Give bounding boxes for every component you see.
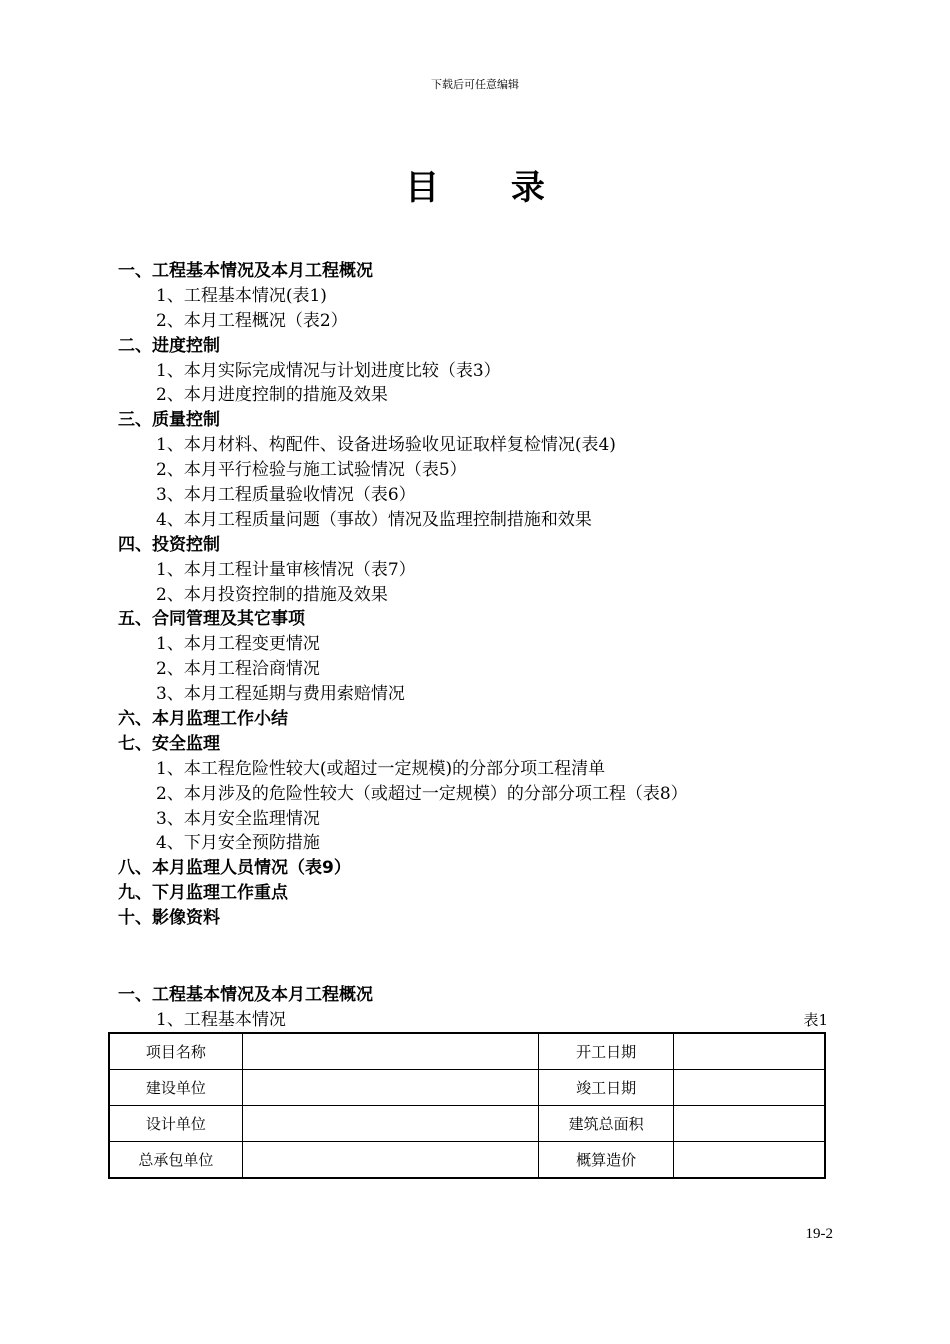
toc-subitem: 1、本工程危险性较大(或超过一定规模)的分部分项工程清单	[156, 758, 606, 779]
toc-section-heading: 七、安全监理	[118, 733, 220, 754]
toc-subitem: 1、本月工程计量审核情况（表7）	[156, 559, 416, 580]
field-value	[242, 1142, 538, 1179]
field-value	[242, 1070, 538, 1106]
toc-section-heading: 三、质量控制	[118, 410, 220, 431]
toc-subitem: 3、本月工程延期与费用索赔情况	[156, 684, 405, 705]
toc-subitem: 2、本月进度控制的措施及效果	[156, 385, 388, 406]
table-row	[109, 1033, 825, 1070]
toc-subitem: 1、本月材料、构配件、设备进场验收见证取样复检情况(表4)	[156, 435, 616, 456]
toc-subitem: 1、本月工程变更情况	[156, 634, 320, 655]
toc-section-heading: 四、投资控制	[118, 534, 220, 555]
field-label: 建筑总面积	[538, 1106, 674, 1142]
field-value	[674, 1106, 825, 1142]
field-value	[674, 1033, 825, 1070]
toc-subitem: 1、工程基本情况(表1)	[156, 285, 327, 306]
field-label: 概算造价	[538, 1142, 674, 1179]
table-caption	[156, 1008, 828, 1032]
table-row	[109, 1106, 825, 1142]
toc-subitem: 1、本月实际完成情况与计划进度比较（表3）	[156, 360, 501, 381]
field-value	[674, 1070, 825, 1106]
field-value	[674, 1142, 825, 1179]
toc-subitem: 4、本月工程质量问题（事故）情况及监理控制措施和效果	[156, 509, 592, 530]
toc-subitem: 2、本月工程洽商情况	[156, 659, 320, 680]
toc-subitem: 2、本月涉及的危险性较大（或超过一定规模）的分部分项工程（表8）	[156, 783, 688, 804]
toc-subitem: 3、本月工程质量验收情况（表6）	[156, 485, 416, 506]
toc-subitem: 2、本月工程概况（表2）	[156, 310, 348, 331]
field-label: 项目名称	[109, 1033, 242, 1070]
field-value	[242, 1106, 538, 1142]
toc-section-heading: 九、下月监理工作重点	[118, 883, 288, 904]
table-number-label: 表1	[803, 1011, 828, 1029]
project-info-table	[108, 1032, 826, 1179]
toc-section-heading: 六、本月监理工作小结	[118, 709, 288, 730]
toc-section-heading: 八、本月监理人员情况（表9）	[118, 858, 351, 879]
toc-section-heading: 十、影像资料	[118, 908, 220, 929]
field-value	[242, 1033, 538, 1070]
toc-subitem: 4、下月安全预防措施	[156, 833, 320, 854]
section-heading: 一、工程基本情况及本月工程概况	[118, 985, 373, 1005]
toc-subitem: 2、本月平行检验与施工试验情况（表5）	[156, 460, 467, 481]
table-row	[109, 1142, 825, 1179]
table-row	[109, 1070, 825, 1106]
table-of-contents	[118, 259, 878, 931]
toc-subitem: 2、本月投资控制的措施及效果	[156, 584, 388, 605]
toc-section-heading: 一、工程基本情况及本月工程概况	[118, 261, 373, 281]
page-number: 19-2	[805, 1226, 833, 1242]
field-label: 竣工日期	[538, 1070, 674, 1106]
toc-title: 目 录	[405, 168, 575, 208]
toc-section-heading: 五、合同管理及其它事项	[118, 609, 305, 630]
toc-section-heading: 二、进度控制	[118, 335, 220, 356]
table-subheading: 1、工程基本情况	[156, 1010, 286, 1030]
field-label: 设计单位	[109, 1106, 242, 1142]
field-label: 开工日期	[538, 1033, 674, 1070]
header-note: 下载后可任意编辑	[431, 78, 519, 91]
toc-subitem: 3、本月安全监理情况	[156, 808, 320, 829]
field-label: 建设单位	[109, 1070, 242, 1106]
field-label: 总承包单位	[109, 1142, 242, 1179]
